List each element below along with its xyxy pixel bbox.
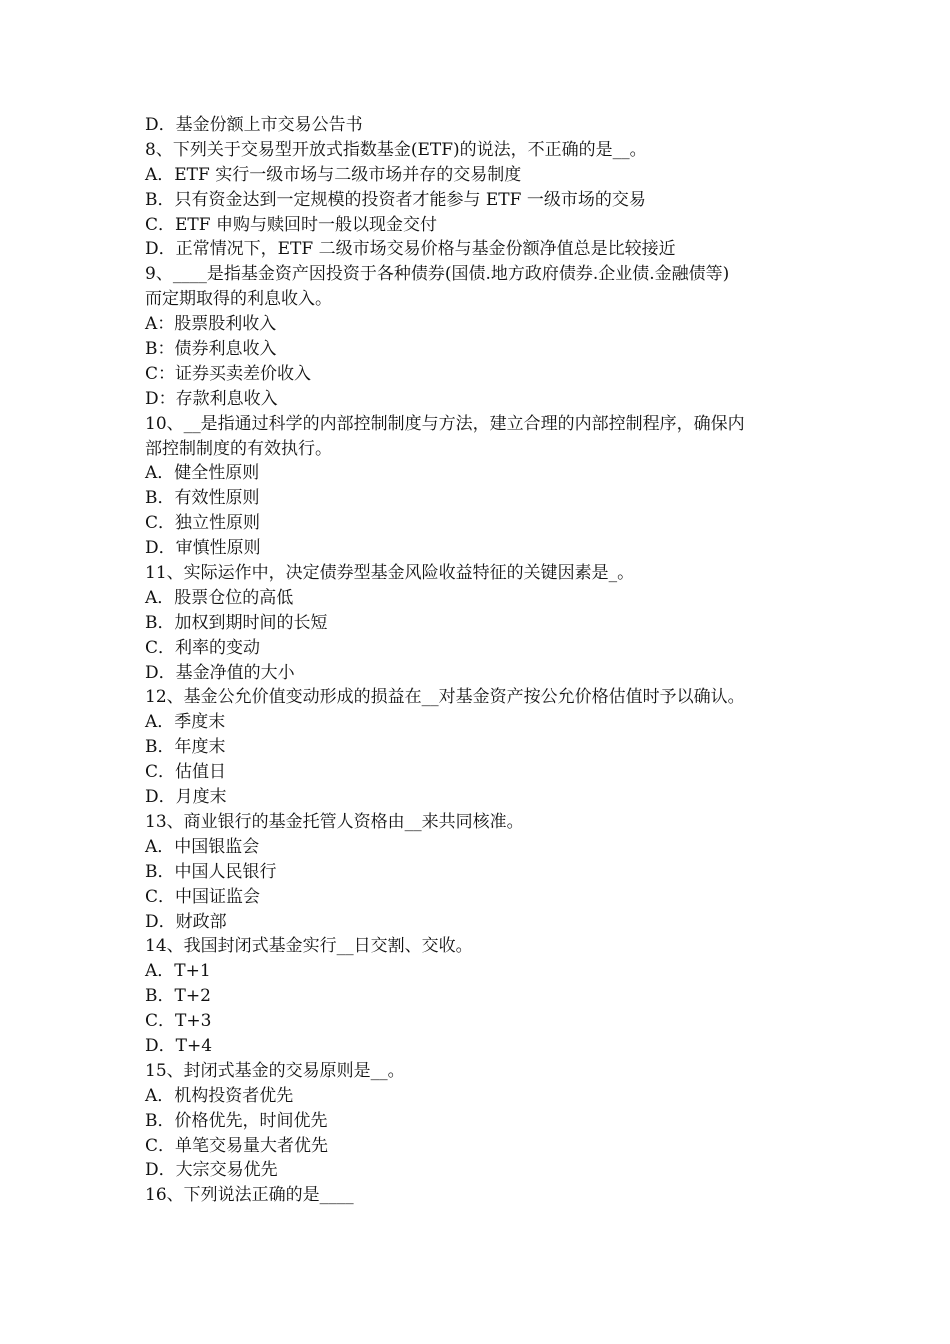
text-line: 15、封闭式基金的交易原则是__。 (145, 1060, 405, 1081)
text-line: D．基金份额上市交易公告书 (145, 115, 363, 135)
text-line: C．ETF 申购与赎回时一般以现金交付 (145, 214, 437, 235)
text-line: B．加权到期时间的长短 (145, 612, 328, 633)
text-line: B．T+2 (145, 986, 211, 1007)
text-line: 11、实际运作中，决定债券型基金风险收益特征的关键因素是_。 (145, 563, 635, 584)
text-line: 14、我国封闭式基金实行__日交割、交收。 (145, 936, 473, 957)
text-line: 13、商业银行的基金托管人资格由__来共同核准。 (145, 811, 524, 832)
text-line: B．只有资金达到一定规模的投资者才能参与 ETF 一级市场的交易 (145, 189, 646, 210)
text-line: A．季度末 (145, 712, 226, 733)
text-line: A．股票仓位的高低 (145, 587, 294, 608)
text-line: 8、下列关于交易型开放式指数基金(ETF)的说法，不正确的是__。 (145, 139, 647, 160)
text-line: C．独立性原则 (145, 513, 261, 534)
text-line: B．有效性原则 (145, 488, 260, 509)
text-line: C．利率的变动 (145, 637, 261, 658)
text-line: A．健全性原则 (145, 463, 260, 484)
text-line: A．ETF 实行一级市场与二级市场并存的交易制度 (145, 164, 522, 185)
text-line: C．估值日 (145, 762, 227, 783)
text-line: 10、__是指通过科学的内部控制制度与方法，建立合理的内部控制程序，确保内 (145, 413, 745, 434)
text-line: A．中国银监会 (145, 836, 260, 857)
text-line: C：证券买卖差价收入 (145, 363, 312, 384)
text-line: C．中国证监会 (145, 886, 261, 907)
text-line: 16、下列说法正确的是____ (145, 1185, 354, 1206)
text-line: D．基金净值的大小 (145, 662, 295, 683)
text-line: B．年度末 (145, 737, 226, 758)
text-line: D：存款利息收入 (145, 388, 278, 409)
text-line: D．财政部 (145, 911, 227, 932)
text-line: D．正常情况下，ETF 二级市场交易价格与基金份额净值总是比较接近 (145, 239, 676, 260)
text-line: 9、____是指基金资产因投资于各种债券(国债.地方政府债券.企业债.金融债等) (145, 264, 730, 285)
text-line: C．单笔交易量大者优先 (145, 1135, 329, 1156)
text-line: B．中国人民银行 (145, 861, 277, 882)
text-line: D．T+4 (145, 1035, 213, 1056)
text-line: D．审慎性原则 (145, 538, 261, 559)
text-line: C．T+3 (145, 1011, 212, 1032)
text-line: A：股票股利收入 (145, 314, 277, 335)
document-body (145, 113, 815, 1208)
text-line: 部控制制度的有效执行。 (145, 438, 332, 459)
text-line: B：债券利息收入 (145, 339, 277, 360)
text-line: B．价格优先，时间优先 (145, 1110, 328, 1131)
text-line: D．月度末 (145, 787, 227, 808)
text-line: A．T+1 (145, 961, 211, 982)
text-line: 而定期取得的利息收入。 (145, 289, 332, 310)
text-line: D．大宗交易优先 (145, 1160, 278, 1181)
text-line: A．机构投资者优先 (145, 1085, 294, 1106)
text-line: 12、基金公允价值变动形成的损益在__对基金资产按公允价格估值时予以确认。 (145, 687, 745, 708)
